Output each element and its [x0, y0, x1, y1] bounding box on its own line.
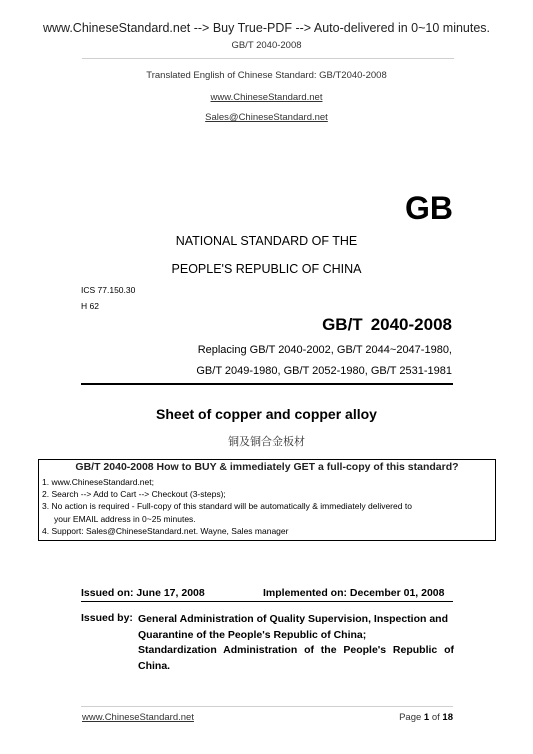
standard-number-prefix: GB/T — [322, 315, 363, 334]
purchase-step-2: 2. Search --> Add to Cart --> Checkout (3-steps); — [42, 489, 226, 500]
purchase-step-1[interactable]: 1. www.ChineseStandard.net; — [42, 477, 154, 487]
page-total: 18 — [442, 712, 453, 723]
top-banner: www.ChineseStandard.net --> Buy True-PDF --> Auto-delivered in 0~10 minutes. — [42, 21, 491, 35]
purchase-heading: GB/T 2040-2008 How to BUY & immediately GET a full-copy of this standard? — [75, 461, 459, 473]
purchase-step-4: 4. Support: Sales@ChineseStandard.net. Wayne, Sales manager — [42, 525, 289, 536]
implemented-on-date: Implemented on: December 01, 2008 — [263, 587, 445, 599]
issued-by-label: Issued by: — [81, 612, 133, 624]
purchase-step-3: 3. No action is required - Full-copy of this standard will be automatically & immediately delivered to — [42, 501, 412, 512]
gb-logo: GB — [405, 190, 453, 226]
translation-line: Translated English of Chinese Standard: GB/T2040-2008 — [146, 70, 387, 81]
page-of: of — [431, 712, 440, 723]
document-title-english: Sheet of copper and copper alloy — [156, 406, 377, 422]
email-link[interactable]: Sales@ChineseStandard.net — [205, 112, 328, 123]
ics-code: ICS 77.150.30 — [81, 285, 136, 295]
page-prefix: Page — [399, 712, 422, 723]
issued-on-date: Issued on: June 17, 2008 — [81, 587, 205, 599]
national-standard-line2: PEOPLE'S REPUBLIC OF CHINA — [171, 262, 362, 276]
issue-divider — [81, 601, 453, 602]
purchase-info-box — [38, 459, 496, 541]
standard-number — [322, 315, 452, 335]
replacing-line2: GB/T 2049-1980, GB/T 2052-1980, GB/T 2531-1981 — [196, 365, 452, 377]
title-divider — [81, 383, 453, 385]
standard-number-value: 2040-2008 — [370, 315, 452, 334]
national-standard-line1: NATIONAL STANDARD OF THE — [175, 234, 358, 248]
document-title-chinese: 铜及铜合金板材 — [228, 435, 305, 448]
footer-website-link[interactable]: www.ChineseStandard.net — [82, 712, 194, 723]
purchase-step-3-continued: your EMAIL address in 0~25 minutes. — [54, 513, 196, 524]
replacing-line1: Replacing GB/T 2040-2002, GB/T 2044~2047-1980, — [197, 344, 452, 356]
footer-divider — [81, 706, 453, 707]
issuing-authority-1: General Administration of Quality Supervision, Inspection and Quarantine of the People's Republic of China; — [138, 613, 448, 641]
issuing-authority-2: Standardization Administration of the People's Republic of China. — [138, 644, 454, 672]
header-standard-code: GB/T 2040-2008 — [231, 40, 302, 51]
purchase-steps — [42, 476, 412, 537]
header-divider — [82, 58, 454, 59]
ccs-code: H 62 — [81, 301, 99, 311]
website-link[interactable]: www.ChineseStandard.net — [210, 92, 323, 103]
page-indicator — [399, 712, 453, 723]
page-current: 1 — [423, 712, 430, 723]
